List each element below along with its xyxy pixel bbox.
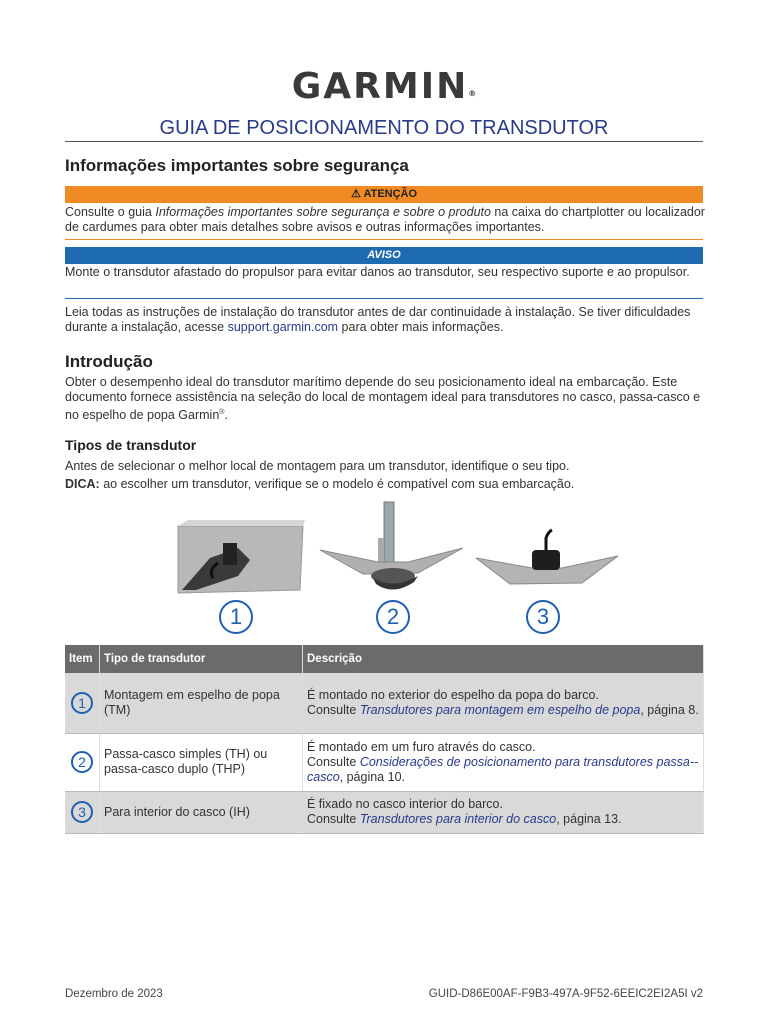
types-heading: Tipos de transdutor xyxy=(65,437,197,453)
types-text: Antes de selecionar o melhor local de montagem para um transdutor, identifique o seu tipo. xyxy=(65,459,570,473)
safety-heading: Informações importantes sobre segurança xyxy=(65,156,409,175)
row-link[interactable]: Transdutores para montagem em espelho de popa xyxy=(359,702,641,717)
row-link[interactable]: Transdutores para interior do casco xyxy=(359,812,557,826)
row-number-cell xyxy=(65,733,100,791)
warning-divider xyxy=(65,239,703,240)
callout-3: 3 xyxy=(526,600,560,634)
row-type: Montagem em espelho de popa (TM) xyxy=(100,673,303,733)
garmin-logo: GARMIN® xyxy=(291,66,477,107)
title-divider xyxy=(65,141,703,142)
install-text: Leia todas as instruções de instalação do transdutor antes de dar continuidade à instalação. Se tiver dificuldades durante a instalação, acesse support.garmin.com para obter mais informações. xyxy=(65,305,691,334)
row-description: É montado no exterior do espelho da popa do barco. Consulte Transdutores para montagem em espelho de popa, página 8. xyxy=(303,673,704,733)
notice-banner xyxy=(65,247,703,264)
row-callout-2: 2 xyxy=(71,751,93,773)
footer-guid: GUID-D86E00AF-F9B3-497A-9F52-6EEIC2EI2A5I v2 xyxy=(428,988,703,1000)
warning-triangle-icon: ⚠ xyxy=(350,188,361,200)
tip-text: DICA: ao escolher um transdutor, verifique se o modelo é compatível com sua embarcação. xyxy=(65,477,575,491)
table-row xyxy=(65,791,704,833)
footer-date: Dezembro de 2023 xyxy=(65,988,163,1000)
row-callout-1: 1 xyxy=(71,692,93,714)
table-header-row xyxy=(65,645,704,673)
row-description: É fixado no casco interior do barco. Consulte Transdutores para interior do casco, página 13. xyxy=(303,791,704,833)
notice-text: Monte o transdutor afastado do propulsor para evitar danos ao transdutor, seu respectivo suporte e ao propulsor. xyxy=(65,265,690,279)
callout-2: 2 xyxy=(376,600,410,634)
warning-text: Consulte o guia Informações importantes sobre segurança e sobre o produto na caixa do chartplotter ou localizador de cardumes para obter mais detalhes sobre avisos e outras informações importantes. xyxy=(65,205,705,234)
row-callout-3: 3 xyxy=(71,801,93,823)
warning-label: ATENÇÃO xyxy=(363,188,418,200)
header-description: Descrição xyxy=(303,645,704,673)
row-description: É montado em um furo através do casco. Consulte Considerações de posicionamento para transdutores passa--casco, página 10. xyxy=(303,733,704,791)
warning-banner xyxy=(65,186,703,203)
notice-divider xyxy=(65,298,703,299)
page-title: GUIA DE POSICIONAMENTO DO TRANSDUTOR xyxy=(159,117,609,139)
table-row xyxy=(65,733,704,791)
table-row xyxy=(65,673,704,733)
notice-label: AVISO xyxy=(367,249,401,261)
row-type: Para interior do casco (IH) xyxy=(100,791,303,833)
row-type: Passa-casco simples (TH) ou passa-casco duplo (THP) xyxy=(100,733,303,791)
header-item: Item xyxy=(65,645,100,673)
header-type: Tipo de transdutor xyxy=(100,645,303,673)
support-link[interactable]: support.garmin.com xyxy=(227,320,339,334)
row-number-cell xyxy=(65,673,100,733)
callout-1: 1 xyxy=(219,600,253,634)
intro-text: Obter o desempenho ideal do transdutor marítimo depende do seu posicionamento ideal na embarcação. Este documento fornece assistência na seleção do local de montagem ideal para transdutores no casco, passa-casco e no espelho de popa Garmin®. xyxy=(65,375,701,423)
intro-heading: Introdução xyxy=(65,352,153,371)
transducer-types-table xyxy=(65,645,704,834)
row-number-cell xyxy=(65,791,100,833)
row-link[interactable]: Considerações de posicionamento para transdutores passa--casco xyxy=(307,754,699,784)
